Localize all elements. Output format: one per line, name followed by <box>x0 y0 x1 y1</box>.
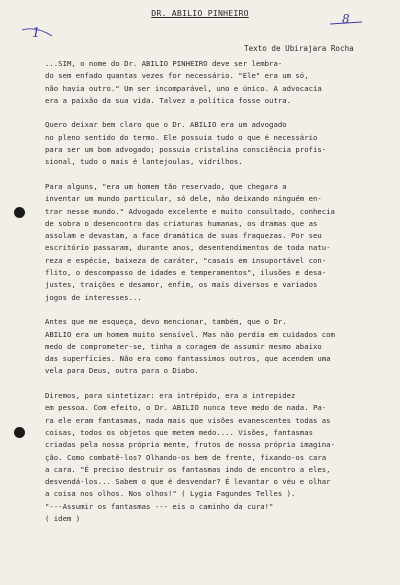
text-line: Antes que me esqueça, devo mencionar, também, que o Dr. <box>45 317 287 327</box>
text-line: coisas, todos os objetos que metem medo.... Visões, fantasmas <box>45 427 313 437</box>
handwritten-page-number: 1 <box>32 26 41 41</box>
text-line: justes, traições e desamor, enfim, os mais diversos e variados <box>45 280 318 290</box>
text-line: trar nesse mundo." Advogado excelente e muito consultado, conhecia <box>45 206 335 216</box>
text-line: Para alguns, "era um homem tão reservado, que chegara a <box>45 181 287 191</box>
text-line: ção. Como combatê-los? Olhando-os bem de frente, fixando-os cara <box>45 452 327 462</box>
document-body <box>45 58 385 525</box>
text-line: criadas pela nossa própria mente, frutos de nossa própria imagina- <box>45 440 335 450</box>
text-line: ( idem ) <box>45 513 81 523</box>
text-line: de sobra o desencontro das criaturas humanas, os dramas que as <box>45 218 318 228</box>
text-line: do sem enfado quantas vezes for necessário. "Ele" era um só, <box>45 71 309 81</box>
text-line: não havia outro." Um ser incomparável, uno e único. A advocacia <box>45 83 322 93</box>
paragraph-gap <box>45 304 385 316</box>
text-line: ABILIO era um homem muito sensível. Mas não perdia em cuidados com <box>45 329 335 339</box>
document-title: DR. ABILIO PINHEIRO <box>151 8 249 18</box>
text-line: no pleno sentido do termo. Ele possuia tudo o que é necessário <box>45 132 318 142</box>
text-line: ra ele eram fantasmas, nada mais que visões evanescentes todas as <box>45 415 331 425</box>
text-line: sional, tudo o mais é lantejoulas, vidrilhos. <box>45 157 243 167</box>
text-line: Quero deixar bem claro que o Dr. ABILIO era um advogado <box>45 120 287 130</box>
text-line: inventar um mundo particular, só dele, não deixando ninguém en- <box>45 194 322 204</box>
text-line: das superfícies. Não era como fantassimos outros, que acendem uma <box>45 354 331 364</box>
text-line: vela para Deus, outra para o Diabo. <box>45 366 199 376</box>
text-line: para ser um bom advogado; possuia cristalina consciência profis- <box>45 145 327 155</box>
text-line: escritório passaram, durante anos, desentendimentos de toda natu- <box>45 243 331 253</box>
text-line: flito, o descompasso de idades e temperamentos", ilusões e desa- <box>45 268 327 278</box>
text-line: a cara. "É preciso destruir os fantasmas indo de encontro a eles, <box>45 464 331 474</box>
text-line: desvendá-los... Sabem o que é desvendar? É levantar o véu e olhar <box>45 477 331 487</box>
text-line: a coisa nos olhos. Nos olhos!" ( Lygia Fagundes Telles ). <box>45 489 296 499</box>
text-line: jogos de interesses... <box>45 292 142 302</box>
text-line: em pessoa. Com efeito, o Dr. ABILIO nunca teve medo de nada. Pa- <box>45 403 327 413</box>
text-line: assolam e devastam, a face dramática de suas fraquezas. Por seu <box>45 231 322 241</box>
paragraph-gap <box>45 107 385 119</box>
text-line: reza e espécie, baixeza de caráter, "casais em insuportável con- <box>45 255 327 265</box>
text-line: Diremos, para sintetizar: era intrépido, era a intrepidez <box>45 391 296 401</box>
paragraph-gap <box>45 169 385 181</box>
punch-hole <box>14 207 25 218</box>
text-line: "---Assumir os fantasmas --- eis o caminho da cura!" <box>45 501 274 511</box>
text-line: medo de comprometer-se, tinha a coragem de assumir mesmo abaixo <box>45 341 322 351</box>
punch-hole <box>14 427 25 438</box>
handwritten-page-number: 8 <box>342 12 350 26</box>
paragraph-gap <box>45 378 385 390</box>
document-author: Texto de Ubirajara Rocha <box>244 44 354 53</box>
text-line: ...SIM, o nome do Dr. ABILIO PINHEIRO deve ser lembra- <box>45 59 283 68</box>
text-line: era a paixão da sua vida. Talvez a política fosse outra. <box>45 95 292 105</box>
